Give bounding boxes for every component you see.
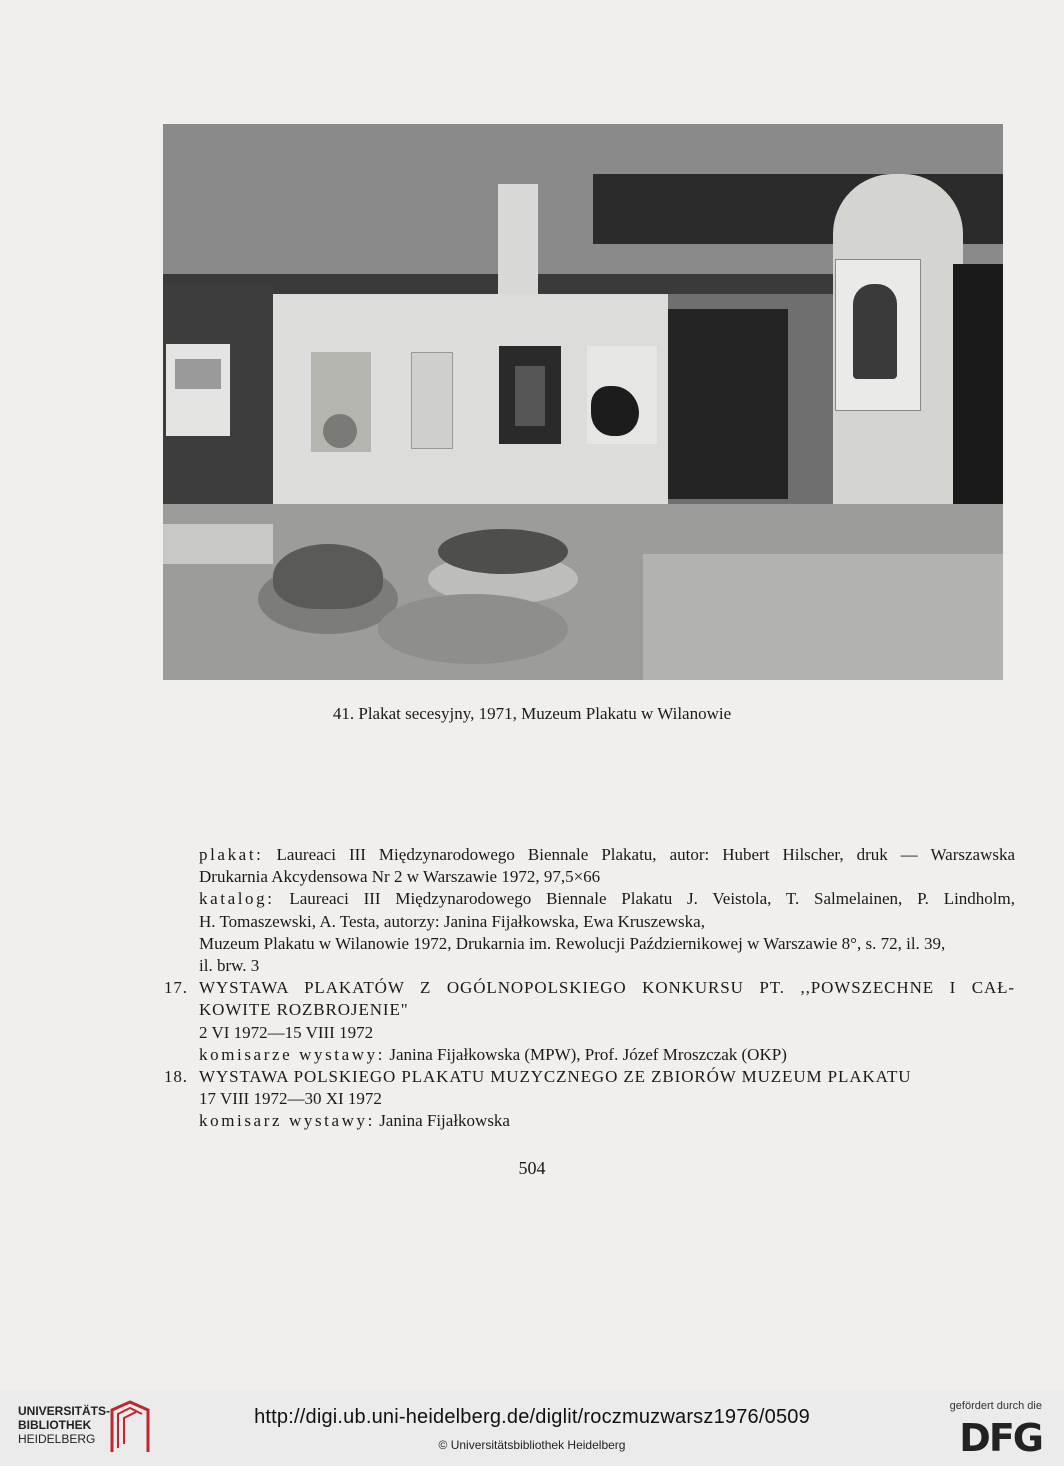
komisarz-text: Janina Fijałkowska (379, 1111, 510, 1131)
entry-17-title-line-1: WYSTAWA PLAKATÓW Z OGÓLNOPOLSKIEGO KONKURSU PT. ,,POWSZECHNE I CAŁ- (199, 978, 1015, 998)
plakat-text: Laureaci III Międzynarodowego Biennale Plakatu, autor: Hubert Hilscher, druk — Warszawska (276, 845, 1015, 864)
dfg-logo[interactable]: DFG (959, 1416, 1042, 1460)
komisarze-label: komisarze wystawy: (199, 1044, 386, 1064)
library-line-2: BIBLIOTHEK (18, 1418, 92, 1432)
entry-17-dates: 2 VI 1972—15 VIII 1972 (199, 1022, 374, 1042)
plakat-label: plakat: (199, 845, 264, 864)
katalog-line-3: Muzeum Plakatu w Wilanowie 1972, Drukarnia im. Rewolucji Październikowej w Warszawie 8°, s. 72, il. 39, (199, 933, 946, 953)
katalog-line-4: il. brw. 3 (199, 956, 260, 976)
catalogue-entries (163, 844, 1015, 1133)
katalog-line (163, 888, 1015, 910)
entry-18-dates: 17 VIII 1972—30 XI 1972 (199, 1089, 382, 1109)
plakat-line (163, 844, 1015, 866)
entry-18-komisarz (163, 1110, 1015, 1132)
plakat-line-2: Drukarnia Akcydensowa Nr 2 w Warszawie 1972, 97,5×66 (199, 867, 601, 887)
katalog-label: katalog: (199, 889, 275, 909)
page-url-link[interactable]: http://digi.ub.uni-heidelberg.de/diglit/roczmuzwarsz1976/0509 (254, 1406, 810, 1428)
library-line-1: UNIVERSITÄTS- (18, 1404, 111, 1418)
entry-17-title (163, 977, 1015, 999)
entry-17-komisarze (163, 1044, 1015, 1066)
copyright-text: © Universitätsbibliothek Heidelberg (438, 1438, 626, 1452)
entry-18-title-text: WYSTAWA POLSKIEGO PLAKATU MUZYCZNEGO ZE ZBIORÓW MUZEUM PLAKATU (199, 1067, 912, 1087)
katalog-line-2: H. Tomaszewski, A. Testa, autorzy: Janina Fijałkowska, Ewa Kruszewska, (199, 911, 705, 931)
entry-17-title-line-2: KOWITE ROZBROJENIE" (199, 1000, 409, 1020)
entry-18-title (163, 1066, 1015, 1088)
entry-18-number: 18. (164, 1067, 188, 1087)
entry-17-number: 17. (164, 978, 188, 998)
figure-caption: 41. Plakat secesyjny, 1971, Muzeum Plakatu w Wilanowie (332, 704, 732, 723)
viewer-footer (0, 1390, 1064, 1466)
komisarze-text: Janina Fijałkowska (MPW), Prof. Józef Mroszczak (OKP) (389, 1044, 787, 1064)
katalog-text: Laureaci III Międzynarodowego Biennale Plakatu J. Veistola, T. Salmelainen, P. Lindholm, (289, 889, 1015, 909)
page-number: 504 (518, 1158, 546, 1178)
exhibition-photo (163, 124, 1003, 680)
funding-label: gefördert durch die (949, 1400, 1042, 1412)
library-line-3: HEIDELBERG (18, 1432, 96, 1446)
komisarz-label: komisarz wystawy: (199, 1111, 375, 1131)
